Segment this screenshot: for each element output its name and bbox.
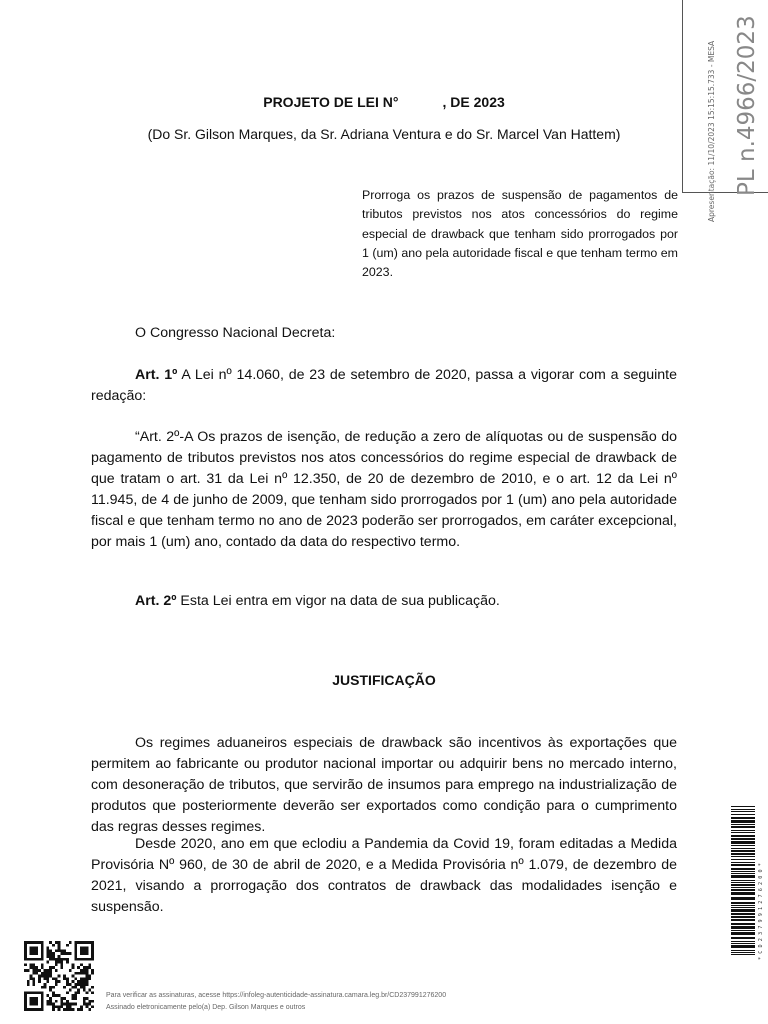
barcode-bar	[731, 916, 755, 918]
qr-module	[69, 952, 72, 955]
barcode-bar	[731, 820, 755, 823]
pl-number: PL n.4966/2023	[734, 15, 760, 196]
barcode-bar	[731, 875, 755, 878]
qr-module	[86, 997, 89, 1000]
qr-module	[77, 983, 80, 986]
qr-module	[46, 949, 49, 952]
qr-module	[46, 994, 49, 997]
article-2a	[91, 427, 677, 553]
qr-module	[58, 975, 61, 978]
title-right: , DE 2023	[442, 94, 505, 110]
qr-module	[86, 980, 89, 983]
qr-module	[46, 969, 49, 972]
qr-module	[86, 991, 89, 994]
qr-module	[63, 1003, 66, 1006]
qr-module	[55, 994, 58, 997]
qr-module	[72, 980, 75, 983]
qr-module	[49, 952, 52, 955]
barcode-bar	[731, 880, 755, 881]
barcode-bar	[731, 937, 755, 939]
qr-module	[66, 983, 69, 986]
qr-module	[24, 969, 27, 972]
qr-module	[80, 972, 83, 975]
qr-module	[41, 966, 44, 969]
qr-module	[27, 980, 30, 983]
barcode-bar	[731, 811, 755, 812]
qr-module	[80, 977, 83, 980]
qr-module	[74, 986, 77, 989]
qr-module	[66, 1003, 69, 1006]
qr-module	[46, 952, 49, 955]
qr-module	[49, 972, 52, 975]
barcode-bar	[731, 826, 755, 828]
qr-module	[52, 977, 55, 980]
qr-module	[91, 991, 94, 994]
qr-module	[35, 972, 38, 975]
qr-module	[32, 972, 35, 975]
barcode-bar	[731, 864, 755, 866]
barcode-bar	[731, 932, 755, 935]
qr-module	[72, 986, 75, 989]
qr-module	[80, 986, 83, 989]
barcode-bar	[731, 809, 755, 810]
qr-module	[52, 952, 55, 955]
qr-module	[74, 994, 77, 997]
qr-module	[46, 975, 49, 978]
qr-module	[72, 994, 75, 997]
qr-module	[74, 1003, 77, 1006]
qr-module	[49, 966, 52, 969]
qr-module	[88, 1003, 91, 1006]
justificacao-heading: JUSTIFICAÇÃO	[332, 672, 436, 688]
barcode-bar	[731, 838, 755, 840]
qr-module	[80, 1005, 83, 1008]
barcode-bar	[731, 830, 755, 831]
qr-module	[58, 941, 61, 944]
qr-module	[46, 961, 49, 964]
qr-module	[52, 1008, 55, 1011]
qr-module	[58, 980, 61, 983]
qr-module	[55, 1000, 58, 1003]
qr-module	[72, 975, 75, 978]
barcode-bar	[731, 859, 755, 860]
qr-module	[80, 947, 88, 955]
barcode-bar	[731, 814, 755, 815]
qr-module	[55, 969, 58, 972]
qr-module	[52, 955, 55, 958]
qr-module	[30, 975, 33, 978]
qr-code	[24, 941, 94, 1011]
qr-module	[55, 961, 58, 964]
qr-module	[66, 961, 69, 964]
barcode-bar	[731, 887, 755, 888]
barcode-bar	[731, 923, 755, 925]
qr-module	[46, 972, 49, 975]
qr-module	[88, 963, 91, 966]
qr-module	[30, 997, 38, 1005]
qr-module	[49, 986, 52, 989]
qr-module	[63, 949, 66, 952]
qr-module	[80, 980, 83, 983]
barcode-bar	[731, 913, 755, 915]
qr-module	[49, 975, 52, 978]
qr-module	[86, 1003, 89, 1006]
qr-module	[49, 1003, 52, 1006]
page-title	[0, 94, 768, 110]
barcode-bar	[731, 871, 755, 872]
qr-module	[55, 963, 58, 966]
barcode-bar	[731, 907, 755, 908]
qr-module	[49, 958, 52, 961]
qr-module	[58, 994, 61, 997]
qr-module	[35, 969, 38, 972]
barcode-bar	[731, 909, 755, 912]
qr-module	[88, 975, 91, 978]
qr-module	[58, 944, 61, 947]
qr-module	[60, 949, 63, 952]
qr-module	[44, 972, 47, 975]
barcode-bar	[731, 884, 755, 886]
barcode-bar	[731, 882, 755, 883]
barcode-bar	[731, 902, 755, 904]
barcode	[730, 804, 764, 962]
qr-module	[58, 955, 61, 958]
barcode-bar	[731, 856, 755, 857]
qr-module	[58, 1005, 61, 1008]
qr-module	[80, 1008, 83, 1011]
qr-module	[52, 991, 55, 994]
barcode-bar	[731, 952, 755, 953]
qr-module	[66, 952, 69, 955]
qr-module	[32, 980, 35, 983]
qr-module	[83, 980, 86, 983]
qr-module	[55, 1005, 58, 1008]
qr-module	[55, 983, 58, 986]
qr-module	[86, 972, 89, 975]
barcode-bar	[731, 892, 755, 895]
qr-module	[58, 961, 61, 964]
barcode-bar	[731, 889, 755, 891]
qr-module	[63, 975, 66, 978]
ementa: Prorroga os prazos de suspensão de pagamentos de tributos previstos nos atos concessórios do regime especial de drawback que tenham sido prorrogados por 1 (um) ano pela autoridade fiscal e que tenham termo em 2023.	[362, 188, 678, 280]
qr-module	[49, 941, 52, 944]
qr-module	[83, 977, 86, 980]
qr-module	[27, 969, 30, 972]
qr-module	[60, 963, 63, 966]
qr-module	[80, 963, 83, 966]
article-1	[91, 365, 677, 407]
qr-module	[30, 977, 33, 980]
qr-module	[60, 1005, 63, 1008]
qr-module	[88, 966, 91, 969]
qr-module	[55, 941, 58, 944]
qr-module	[91, 1000, 94, 1003]
qr-module	[60, 997, 63, 1000]
qr-module	[74, 972, 77, 975]
qr-module	[63, 977, 66, 980]
barcode-bar	[731, 850, 755, 852]
qr-module	[91, 972, 94, 975]
qr-module	[38, 980, 41, 983]
qr-module	[38, 969, 41, 972]
qr-module	[32, 969, 35, 972]
qr-module	[66, 1008, 69, 1011]
art2a-text: “Art. 2º-A Os prazos de isenção, de redução a zero de alíquotas ou de suspensão do pagamento de tributos previstos nos atos concessórios do regime especial de drawback de que tratam o art. 31 da Lei nº 12.350, de 20 de dezembro de 2010, e o art. 12 da Lei nº 11.945, de 4 de junho de 2009, que tenham sido prorrogados por 1 (um) ano pela autoridade fiscal e que tenham termo no ano de 2023 poderão ser prorrogados, em caráter excepcional, por mais 1 (um) ano, contado da data do respectivo termo.	[91, 429, 677, 550]
qr-module	[83, 1003, 86, 1006]
qr-module	[58, 949, 61, 952]
qr-module	[41, 972, 44, 975]
qr-module	[86, 1005, 89, 1008]
qr-module	[63, 997, 66, 1000]
qr-module	[49, 1000, 52, 1003]
qr-module	[66, 980, 69, 983]
qr-module	[60, 966, 63, 969]
qr-module	[66, 1000, 69, 1003]
qr-module	[27, 983, 30, 986]
qr-module	[55, 949, 58, 952]
qr-module	[77, 991, 80, 994]
qr-module	[83, 983, 86, 986]
barcode-bar	[731, 868, 755, 870]
qr-module	[46, 1003, 49, 1006]
qr-module	[86, 966, 89, 969]
footer-verify: Para verificar as assinaturas, acesse https://infoleg-autenticidade-assinatura.camara.leg.br/CD237991276200	[106, 992, 447, 999]
qr-module	[46, 1000, 49, 1003]
title-left: PROJETO DE LEI N°	[263, 94, 399, 110]
decreta-paragraph	[91, 323, 677, 344]
qr-module	[60, 1000, 63, 1003]
qr-module	[52, 1005, 55, 1008]
barcode-bar	[731, 841, 755, 844]
qr-module	[69, 941, 72, 944]
barcode-bar	[731, 845, 755, 846]
qr-module	[83, 972, 86, 975]
qr-module	[41, 986, 44, 989]
qr-module	[77, 980, 80, 983]
qr-module	[69, 1003, 72, 1006]
qr-module	[32, 977, 35, 980]
qr-module	[80, 969, 83, 972]
qr-module	[69, 969, 72, 972]
qr-module	[63, 958, 66, 961]
qr-module	[80, 983, 83, 986]
art2-label: Art. 2º	[135, 593, 177, 609]
qr-module	[72, 966, 75, 969]
qr-module	[30, 966, 33, 969]
qr-module	[38, 977, 41, 980]
qr-module	[60, 952, 63, 955]
barcode-bar	[731, 832, 755, 833]
art1-text: A Lei nº 14.060, de 23 de setembro de 2020, passa a vigorar com a seguinte redação:	[91, 367, 677, 404]
qr-module	[77, 989, 80, 992]
qr-module	[52, 994, 55, 997]
qr-module	[91, 1005, 94, 1008]
qr-module	[55, 977, 58, 980]
qr-module	[77, 966, 80, 969]
authors-line: (Do Sr. Gilson Marques, da Sr. Adriana Ventura e do Sr. Marcel Van Hattem)	[147, 126, 621, 142]
qr-module	[52, 944, 55, 947]
qr-module	[49, 949, 52, 952]
barcode-bar	[731, 862, 755, 863]
justificacao-p1-text: Os regimes aduaneiros especiais de drawback são incentivos às exportações que permitem ao fabricante ou produtor nacional importar ou adquirir bens no mercado interno, com desoneração de tributos, que servirão de insumos para emprego na industrialização de produtos que posteriormente deverão ser exportados como condição para o cumprimento das regras desses regimes.	[91, 735, 677, 835]
qr-module	[63, 1008, 66, 1011]
qr-module	[32, 983, 35, 986]
qr-module	[49, 955, 52, 958]
barcode-bar	[731, 905, 755, 906]
qr-module	[44, 975, 47, 978]
qr-module	[74, 997, 77, 1000]
qr-module	[74, 977, 77, 980]
qr-module	[66, 977, 69, 980]
barcode-bar	[731, 930, 755, 931]
barcode-bar	[731, 848, 755, 849]
qr-module	[60, 1003, 63, 1006]
qr-module	[44, 986, 47, 989]
qr-module	[66, 944, 69, 947]
barcode-bar	[731, 873, 755, 874]
qr-module	[83, 989, 86, 992]
qr-module	[60, 961, 63, 964]
qr-module	[58, 947, 61, 950]
qr-module	[44, 977, 47, 980]
qr-module	[63, 986, 66, 989]
qr-module	[72, 963, 75, 966]
art2-text: Esta Lei entra em vigor na data de sua publicação.	[176, 593, 500, 609]
qr-module	[69, 1008, 72, 1011]
qr-module	[83, 997, 86, 1000]
decreta-text: O Congresso Nacional Decreta:	[135, 325, 336, 341]
qr-module	[30, 947, 38, 955]
qr-module	[74, 983, 77, 986]
qr-module	[69, 1005, 72, 1008]
qr-module	[69, 983, 72, 986]
justificacao-p2-text: Desde 2020, ano em que eclodiu a Pandemia da Covid 19, foram editadas a Medida Provisória Nº 960, de 30 de abril de 2020, e a Medida Provisória nº 1.079, de dezembro de 2021, visando a prorrogação dos contratos de drawback das modalidades isenção e suspensão.	[91, 836, 677, 915]
qr-module	[91, 969, 94, 972]
qr-module	[46, 977, 49, 980]
qr-module	[83, 966, 86, 969]
qr-module	[72, 1008, 75, 1011]
barcode-bar	[731, 835, 755, 837]
barcode-bar	[731, 897, 755, 900]
justificacao-paragraph-1	[91, 733, 677, 838]
qr-module	[30, 963, 33, 966]
article-2	[91, 591, 677, 612]
qr-module	[72, 997, 75, 1000]
qr-module	[55, 980, 58, 983]
qr-module	[41, 963, 44, 966]
barcode-bar	[731, 824, 755, 825]
qr-module	[58, 1008, 61, 1011]
barcode-bar	[731, 853, 755, 855]
qr-module	[72, 1003, 75, 1006]
qr-module	[91, 986, 94, 989]
qr-module	[77, 1008, 80, 1011]
qr-module	[35, 966, 38, 969]
qr-module	[52, 986, 55, 989]
qr-module	[44, 983, 47, 986]
qr-module	[88, 1000, 91, 1003]
qr-module	[44, 969, 47, 972]
art1-label: Art. 1º	[135, 367, 178, 383]
presentation-text: Apresentação: 11/10/2023 15:15:15.733 - MESA	[707, 40, 716, 222]
qr-module	[41, 975, 44, 978]
qr-module	[32, 966, 35, 969]
qr-module	[58, 958, 61, 961]
qr-module	[49, 989, 52, 992]
barcode-bar	[731, 945, 755, 948]
qr-module	[66, 991, 69, 994]
qr-module	[55, 958, 58, 961]
qr-module	[88, 989, 91, 992]
barcode-bar	[731, 954, 755, 955]
barcode-bar	[731, 806, 755, 807]
qr-module	[24, 963, 27, 966]
qr-module	[52, 1003, 55, 1006]
barcode-bar	[731, 926, 755, 929]
qr-module	[86, 975, 89, 978]
qr-module	[88, 1008, 91, 1011]
qr-module	[49, 997, 52, 1000]
qr-module	[46, 955, 49, 958]
barcode-bar	[731, 950, 755, 951]
qr-module	[86, 969, 89, 972]
qr-module	[86, 977, 89, 980]
qr-module	[46, 947, 49, 950]
qr-module	[83, 1000, 86, 1003]
barcode-bars	[731, 806, 755, 955]
justificacao-paragraph-2	[91, 834, 677, 918]
qr-module	[88, 977, 91, 980]
qr-module	[86, 983, 89, 986]
qr-module	[46, 980, 49, 983]
qr-module	[38, 975, 41, 978]
qr-module	[49, 969, 52, 972]
presentation-stamp	[700, 0, 720, 225]
qr-module	[83, 969, 86, 972]
qr-module	[74, 991, 77, 994]
qr-module	[32, 963, 35, 966]
footer-signed: Assinado eletronicamente pelo(a) Dep. Gilson Marques e outros	[106, 1004, 306, 1011]
qr-module	[66, 958, 69, 961]
qr-module	[52, 958, 55, 961]
qr-module	[69, 989, 72, 992]
barcode-bar	[731, 941, 755, 942]
qr-module	[52, 966, 55, 969]
barcode-bar	[731, 943, 755, 944]
barcode-bar	[731, 817, 755, 819]
qr-module	[77, 972, 80, 975]
qr-module	[66, 1005, 69, 1008]
barcode-bar	[731, 919, 755, 921]
qr-module	[63, 952, 66, 955]
qr-module	[83, 986, 86, 989]
qr-module	[60, 958, 63, 961]
barcode-text: * C D 2 3 7 9 9 1 2 7 6 2 0 0 *	[758, 863, 764, 960]
